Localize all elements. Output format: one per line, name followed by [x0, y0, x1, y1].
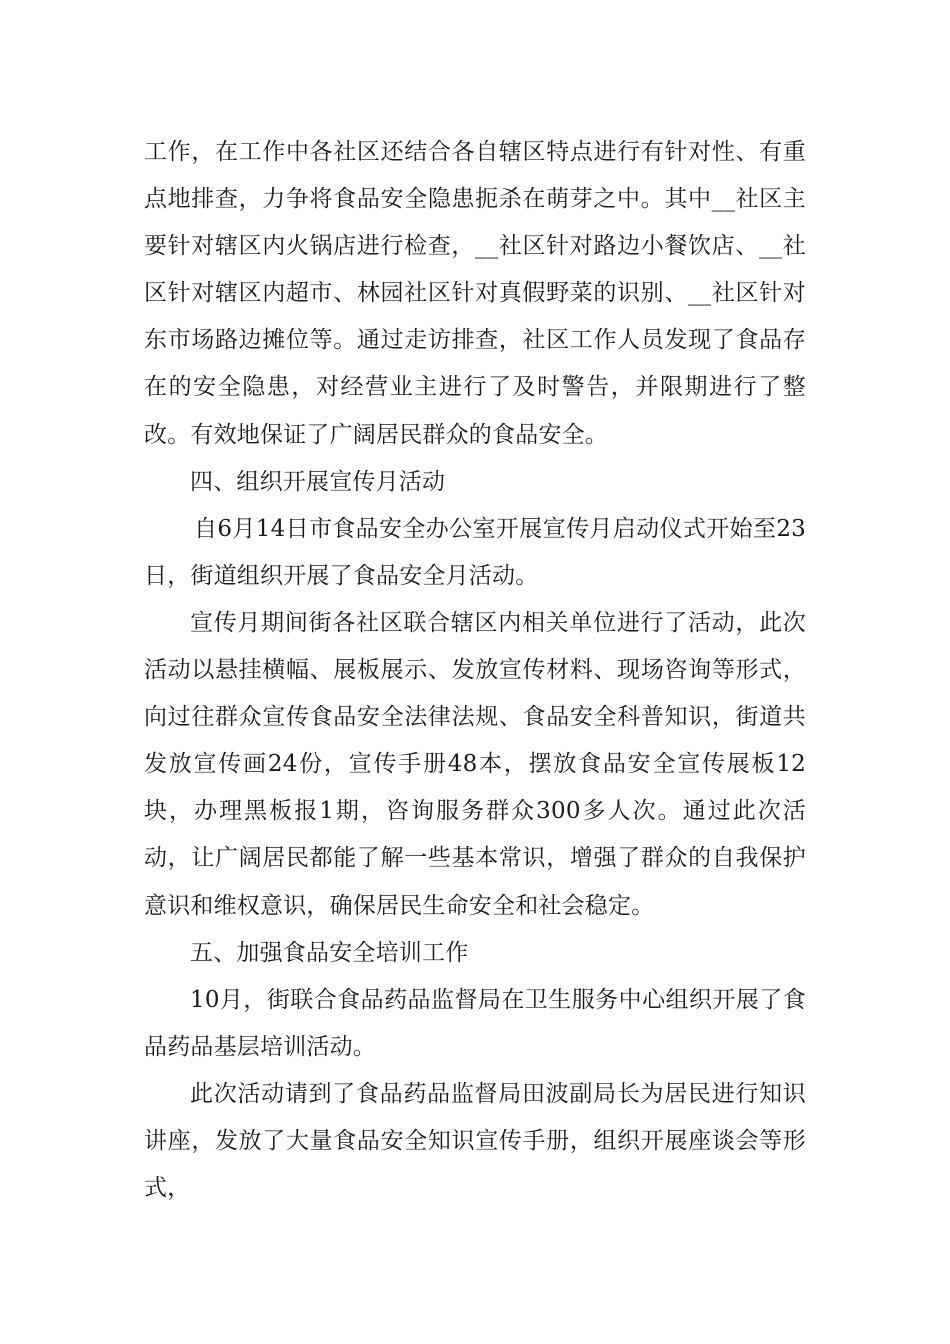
paragraph-training-october: 10月，街联合食品药品监督局在卫生服务中心组织开展了食品药品基层培训活动。	[144, 986, 806, 1060]
section-heading-5: 五、加强食品安全培训工作	[190, 939, 469, 966]
paragraph-publicity-activities: 宣传月期间街各社区联合辖区内相关单位进行了活动，此次活动以悬挂横幅、展板展示、发放宣传材料、现场咨询等形式，向过往群众宣传食品安全法律法规、食品安全科普知识，街道共发放宣传画24份，宣传手册48本，摆放食品安全宣传展板12块，办理黑板报1期，咨询服务群众300多人次。通过此次活动，让广阔居民都能了解一些基本常识，增强了群众的自我保护意识和维权意识，确保居民生命安全和社会稳定。	[144, 609, 806, 919]
paragraph-publicity-dates: 自6月14日市食品安全办公室开展宣传月启动仪式开始至23日，街道组织开展了食品安全月活动。	[144, 515, 806, 589]
paragraph-continuation: 工作，在工作中各社区还结合各自辖区特点进行有针对性、有重点地排查，力争将食品安全隐患扼杀在萌芽之中。其中__社区主要针对辖区内火锅店进行检查，__社区针对路边小餐饮店、__社区针对辖区内超市、林园社区针对真假野菜的识别、__社区针对东市场路边摊位等。通过走访排查，社区工作人员发现了食品存在的安全隐患，对经营业主进行了及时警告，并限期进行了整改。有效地保证了广阔居民群众的食品安全。	[144, 139, 806, 448]
document-body	[144, 129, 806, 1212]
section-heading-4: 四、组织开展宣传月活动	[190, 468, 446, 495]
paragraph-training-lecture: 此次活动请到了食品药品监督局田波副局长为居民进行知识讲座，发放了大量食品安全知识宣传手册，组织开展座谈会等形式，	[144, 1080, 806, 1202]
